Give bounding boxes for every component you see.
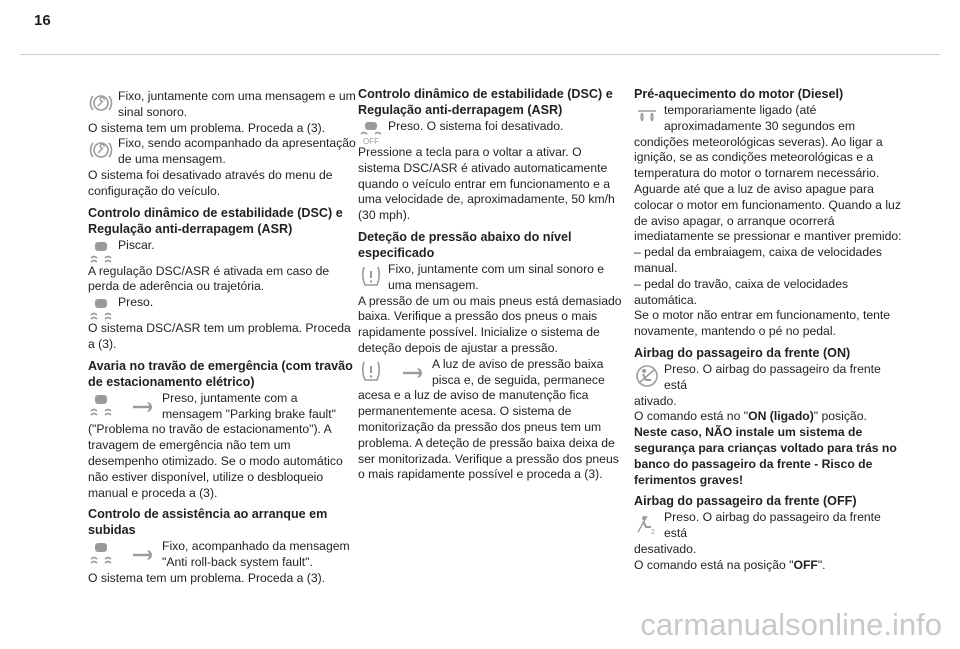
ebrake-a-text: Preso, juntamente com a mensagem "Parking brake fault" <box>162 390 336 421</box>
dsc-a-text: Piscar. <box>118 237 155 252</box>
section-title: Deteção de pressão abaixo do nível especificado <box>358 229 572 260</box>
section-title: Controlo de assistência ao arranque em subidas <box>88 507 328 538</box>
ebrake-a-rest: ("Problema no travão de estacionamento"). A travagem de emergência não tem um desempenho otimizado. Se o modo automático não estiver disponível, utilize o desbloqueio manual e proceda a (3). <box>88 422 343 500</box>
dscoff-a-text: Preso. O sistema foi desativado. <box>388 119 564 133</box>
tpms-b-text: A luz de aviso de pressão baixa pisca e, de seguida, permanece <box>432 356 605 387</box>
glow-item-2: – pedal do travão, caixa de velocidades automática. <box>634 276 849 307</box>
service-b-text: Fixo, sendo acompanhado da apresentação de uma mensagem. <box>118 136 356 167</box>
tpms-a-text: Fixo, juntamente com um sinal sonoro e uma mensagem. <box>388 261 605 292</box>
wrench-circle-icon <box>88 138 114 162</box>
passenger-airbag-off-icon <box>634 512 660 536</box>
svg-text:OFF: OFF <box>363 137 379 145</box>
dsc-b-text: Preso. <box>118 295 154 310</box>
section-service-warning <box>88 89 356 200</box>
section-title: Pré-aquecimento do motor (Diesel) <box>634 87 844 101</box>
svg-text:2: 2 <box>651 529 655 537</box>
service-b-rest: O sistema foi desativado através do menu de configuração do veículo. <box>88 167 333 198</box>
section-dsc-asr <box>88 205 356 353</box>
command-prefix: O comando está no " <box>634 409 749 424</box>
command-state: ON (ligado) <box>748 409 814 424</box>
child-seat-warning: Neste caso, NÃO instale um sistema de segurança para crianças voltado para trás no banco do passageiro da frente - Risco de ferimentos graves! <box>634 425 897 487</box>
service-a-text: Fixo, juntamente com uma mensagem e um sinal sonoro. <box>118 89 356 119</box>
section-preheating <box>634 86 902 340</box>
section-airbag-on <box>634 345 902 488</box>
section-title: Avaria no travão de emergência (com travão de estacionamento elétrico) <box>88 358 353 389</box>
section-hill-start <box>88 506 356 586</box>
column-3 <box>634 86 902 574</box>
section-title: Airbag do passageiro da frente (ON) <box>634 345 851 360</box>
skid-car-icon <box>88 240 114 264</box>
section-dsc-asr-off <box>358 86 626 224</box>
command-suffix: " posição. <box>813 409 867 424</box>
airbagon-command <box>634 409 902 425</box>
wrench-circle-icon <box>88 91 114 115</box>
skid-car-icon <box>88 541 114 565</box>
header-divider <box>20 54 940 55</box>
skid-car-icon <box>88 297 114 321</box>
command-state: OFF <box>793 557 818 572</box>
section-emergency-brake <box>88 358 356 502</box>
dsc-a-rest: A regulação DSC/ASR é ativada em caso de perda de aderência ou trajetória. <box>88 263 330 294</box>
command-suffix: ". <box>817 557 826 572</box>
tyre-pressure-icon <box>358 359 384 383</box>
glow-item-1: – pedal da embraiagem, caixa de velocidades manual. <box>634 245 882 275</box>
page-number: 16 <box>34 12 51 29</box>
tpms-b-rest: acesa e a luz de aviso de manutenção fica permanentemente acesa. O sistema de monitorização da pressão dos pneus tem um problema. A deteção de pressão baixa deixa de ser monitorizada. Verifique a pressão dos pneus o mais rapidamente possível e proceda a (3). <box>358 388 619 482</box>
column-1 <box>88 86 356 587</box>
airbagon-a-text: Preso. O airbag do passageiro da frente está <box>664 361 881 392</box>
watermark: carmanualsonline.info <box>640 607 942 642</box>
section-tyre-pressure <box>358 229 626 483</box>
wrench-icon <box>130 393 156 417</box>
section-airbag-off <box>634 493 902 573</box>
service-a-rest: O sistema tem um problema. Proceda a (3). <box>88 120 326 135</box>
section-title: Controlo dinâmico de estabilidade (DSC) e Regulação anti-derrapagem (ASR) <box>88 205 343 236</box>
skid-car-off-icon <box>358 121 384 145</box>
hill-a-text: Fixo, acompanhado da mensagem "Anti roll-back system fault". <box>162 539 350 570</box>
tyre-pressure-icon <box>358 264 384 288</box>
command-prefix: O comando está na posição " <box>634 557 794 572</box>
wrench-icon <box>400 359 426 383</box>
hill-a-rest: O sistema tem um problema. Proceda a (3). <box>88 570 326 585</box>
tpms-a-rest: A pressão de um ou mais pneus está demasiado baixa. Verifique a pressão dos pneus o mais rapidamente possível. Inicialize o sistema de deteção depois de ajustar a pressão. <box>358 293 622 355</box>
skid-car-icon <box>88 393 114 417</box>
glow-a-rest: condições meteorológicas severas). Ao ligar a ignição, se as condições meteorológicas e a temperatura do motor o tornarem necessário. Aguarde até que a luz de aviso apague para colocar o motor em funcionamento. Quando a luz de aviso apagar, o arranque ocorrerá imediatamente se pressionar e mantiver premido: <box>634 134 902 244</box>
airbagoff-command <box>634 558 902 574</box>
dscoff-a-rest: Pressione a tecla para o voltar a ativar. O sistema DSC/ASR é ativado automaticamente quando o veículo entrar em funcionamento e a uma velocidade de, aproximadamente, 50 km/h (30 mph). <box>358 145 615 223</box>
section-title: Controlo dinâmico de estabilidade (DSC) e Regulação anti-derrapagem (ASR) <box>358 87 613 117</box>
wrench-icon <box>130 541 156 565</box>
airbagon-a-rest: ativado. <box>634 393 677 408</box>
column-2 <box>358 86 626 483</box>
dsc-b-rest: O sistema DSC/ASR tem um problema. Proceda a (3). <box>88 321 351 351</box>
airbagoff-a-text: Preso. O airbag do passageiro da frente está <box>664 510 881 541</box>
airbagoff-a-rest: desativado. <box>634 541 697 556</box>
section-title: Airbag do passageiro da frente (OFF) <box>634 494 857 509</box>
glow-a-text: temporariamente ligado (até aproximadamente 30 segundos em <box>664 103 856 133</box>
glow-end: Se o motor não entrar em funcionamento, tente novamente, mantendo o pé no pedal. <box>634 308 891 339</box>
passenger-airbag-icon <box>634 364 660 388</box>
glow-plug-icon <box>634 105 660 129</box>
